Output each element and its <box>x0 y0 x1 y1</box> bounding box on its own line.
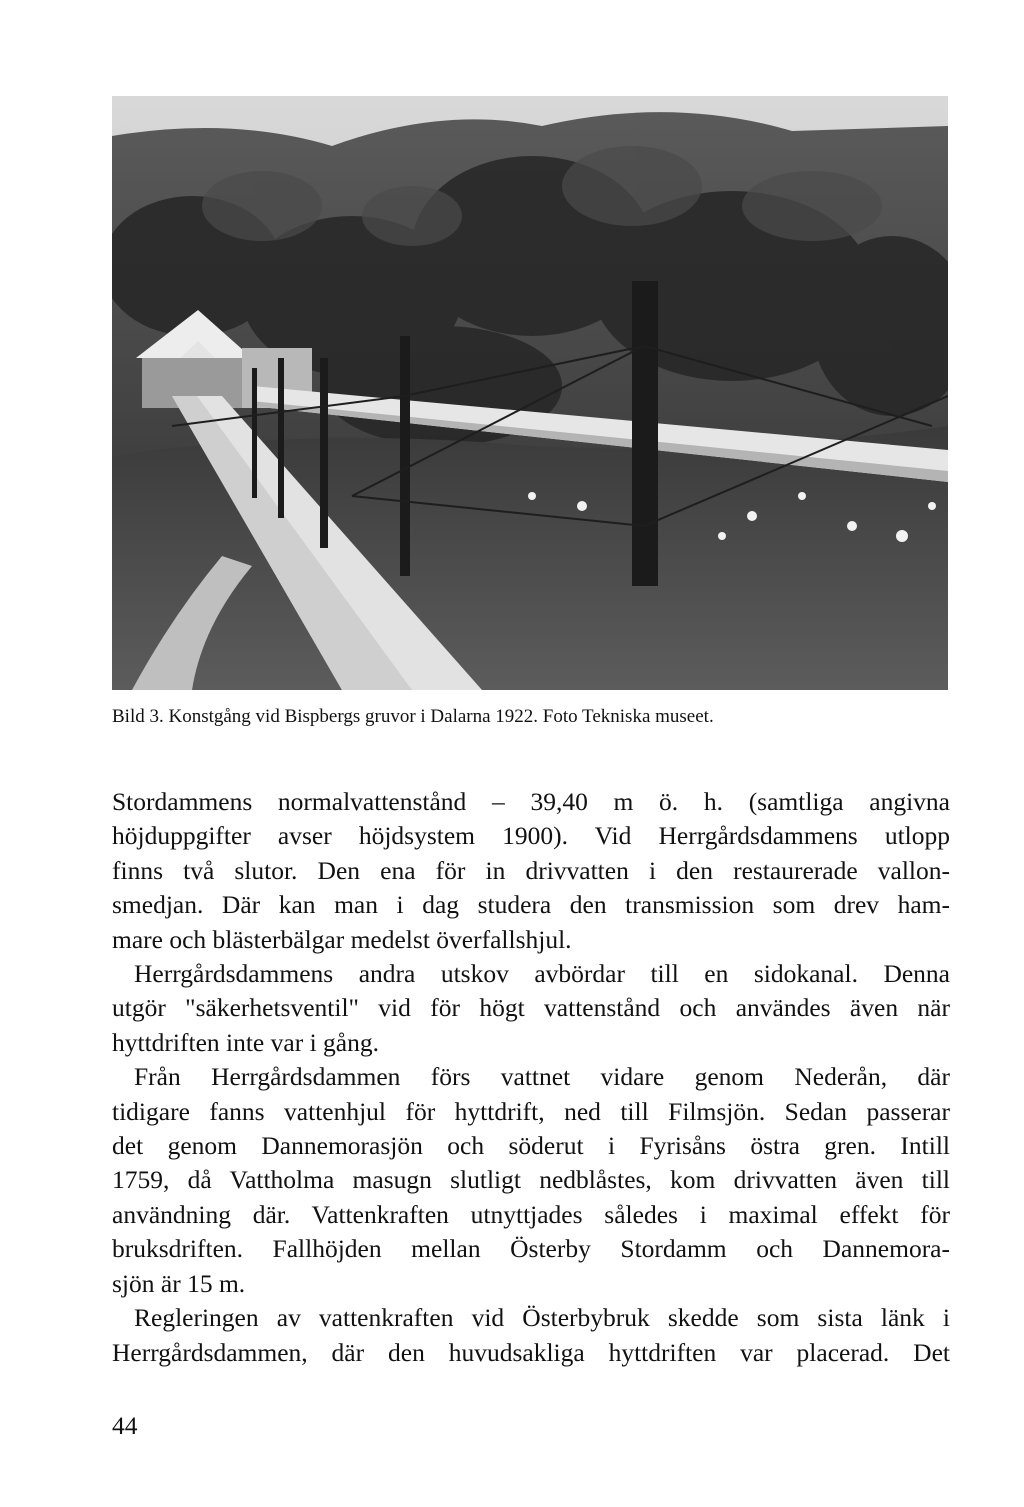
text-line: Från Herrgårdsdammen förs vattnet vidare genom Nederån, där <box>134 1062 950 1092</box>
text-line: Regleringen av vattenkraften vid Österbybruk skedde som sista länk i <box>134 1303 950 1333</box>
text-line: mare och blästerbälgar medelst överfallshjul. <box>112 924 572 954</box>
text-line: sjön är 15 m. <box>112 1268 246 1298</box>
text-line: höjduppgifter avser höjdsystem 1900). Vid Herrgårdsdammens utlopp <box>112 821 950 851</box>
text-line: hyttdriften inte var i gång. <box>112 1027 379 1057</box>
text-line: bruksdriften. Fallhöjden mellan Österby Stordamm och Dannemora- <box>112 1234 950 1264</box>
text-line: Herrgårdsdammen, där den huvudsakliga hyttdriften var placerad. Det <box>112 1337 950 1367</box>
figure-caption: Bild 3. Konstgång vid Bispbergs gruvor i Dalarna 1922. Foto Tekniska museet. <box>112 706 714 727</box>
text-line: Stordammens normalvattenstånd – 39,40 m ö. h. (samtliga angivna <box>112 787 950 816</box>
text-line: finns två slutor. Den ena för in drivvatten i den restaurerade vallon- <box>112 855 950 885</box>
text-line: tidigare fanns vattenhjul för hyttdrift, ned till Filmsjön. Sedan passerar <box>112 1096 950 1126</box>
text-line: 1759, då Vattholma masugn slutligt nedblåstes, kom drivvatten även till <box>112 1165 950 1195</box>
text-line: användning där. Vattenkraften utnyttjades således i maximal effekt för <box>112 1199 950 1229</box>
page-number: 44 <box>112 1411 138 1440</box>
body-text <box>112 785 950 1370</box>
text-line: det genom Dannemorasjön och söderut i Fyrisåns östra gren. Intill <box>112 1131 950 1161</box>
text-line: Herrgårdsdammens andra utskov avbördar till en sidokanal. Denna <box>134 959 950 989</box>
text-line: smedjan. Där kan man i dag studera den transmission som drev ham- <box>112 890 950 920</box>
historical-photograph <box>112 96 948 690</box>
text-line: utgör "säkerhetsventil" vid för högt vattenstånd och användes även när <box>112 993 950 1023</box>
